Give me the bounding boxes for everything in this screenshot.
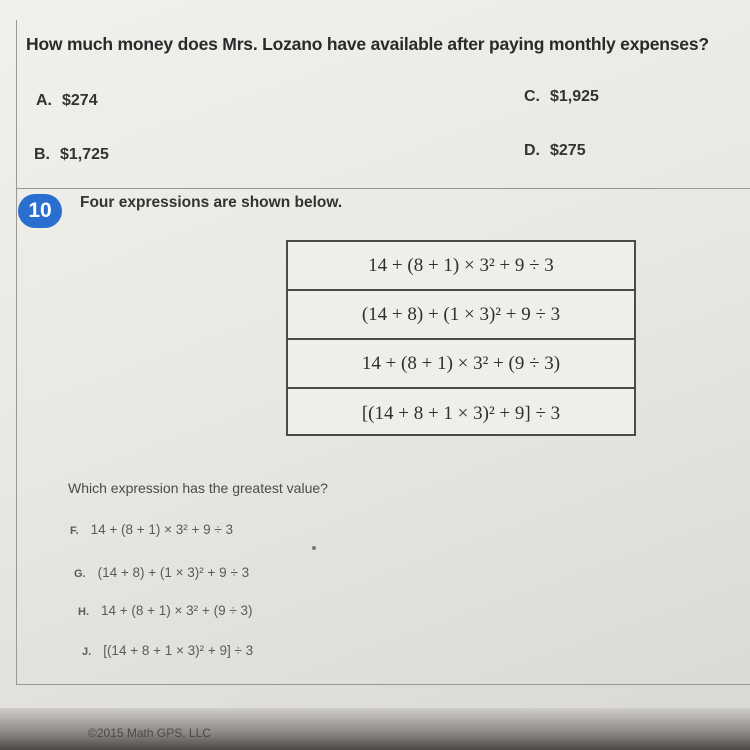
question-9-text: How much money does Mrs. Lozano have available after paying monthly expenses?	[26, 34, 709, 54]
choice-d[interactable]	[524, 142, 586, 160]
pencil-dot	[312, 546, 316, 550]
answer-text: 14 + (8 + 1) × 3² + (9 ÷ 3)	[101, 603, 253, 618]
answer-f[interactable]	[70, 522, 233, 537]
answer-letter: F.	[70, 525, 79, 537]
choice-value: $274	[62, 92, 98, 109]
answer-letter: H.	[78, 606, 89, 618]
choice-a[interactable]	[36, 92, 98, 110]
expression-row: 14 + (8 + 1) × 3² + (9 ÷ 3)	[288, 340, 634, 389]
answer-letter: J.	[82, 646, 92, 658]
choice-value: $275	[550, 142, 586, 159]
question-10-prompt: Which expression has the greatest value?	[68, 480, 328, 496]
question-10-intro: Four expressions are shown below.	[80, 194, 343, 211]
answer-text: 14 + (8 + 1) × 3² + 9 ÷ 3	[90, 522, 234, 537]
choice-value: $1,725	[60, 146, 109, 163]
answer-j[interactable]	[82, 643, 253, 658]
expression-row: (14 + 8) + (1 × 3)² + 9 ÷ 3	[288, 291, 634, 340]
expressions-table	[286, 240, 636, 436]
choice-letter: B.	[34, 146, 50, 163]
copyright-text: ©2015 Math GPS, LLC	[88, 726, 211, 740]
answer-letter: G.	[74, 568, 86, 580]
answer-h[interactable]	[78, 603, 253, 618]
choice-c[interactable]	[524, 88, 599, 106]
choice-letter: C.	[524, 88, 540, 105]
question-number-badge: 10	[18, 194, 62, 228]
expression-row: 14 + (8 + 1) × 3² + 9 ÷ 3	[288, 242, 634, 291]
answer-text: (14 + 8) + (1 × 3)² + 9 ÷ 3	[97, 565, 250, 580]
answer-text: [(14 + 8 + 1 × 3)² + 9] ÷ 3	[103, 643, 254, 658]
answer-g[interactable]	[74, 565, 249, 580]
expression-row: [(14 + 8 + 1 × 3)² + 9] ÷ 3	[361, 402, 561, 424]
choice-value: $1,925	[550, 88, 599, 105]
choice-b[interactable]	[34, 146, 109, 164]
choice-letter: A.	[36, 92, 52, 109]
choice-letter: D.	[524, 142, 540, 159]
